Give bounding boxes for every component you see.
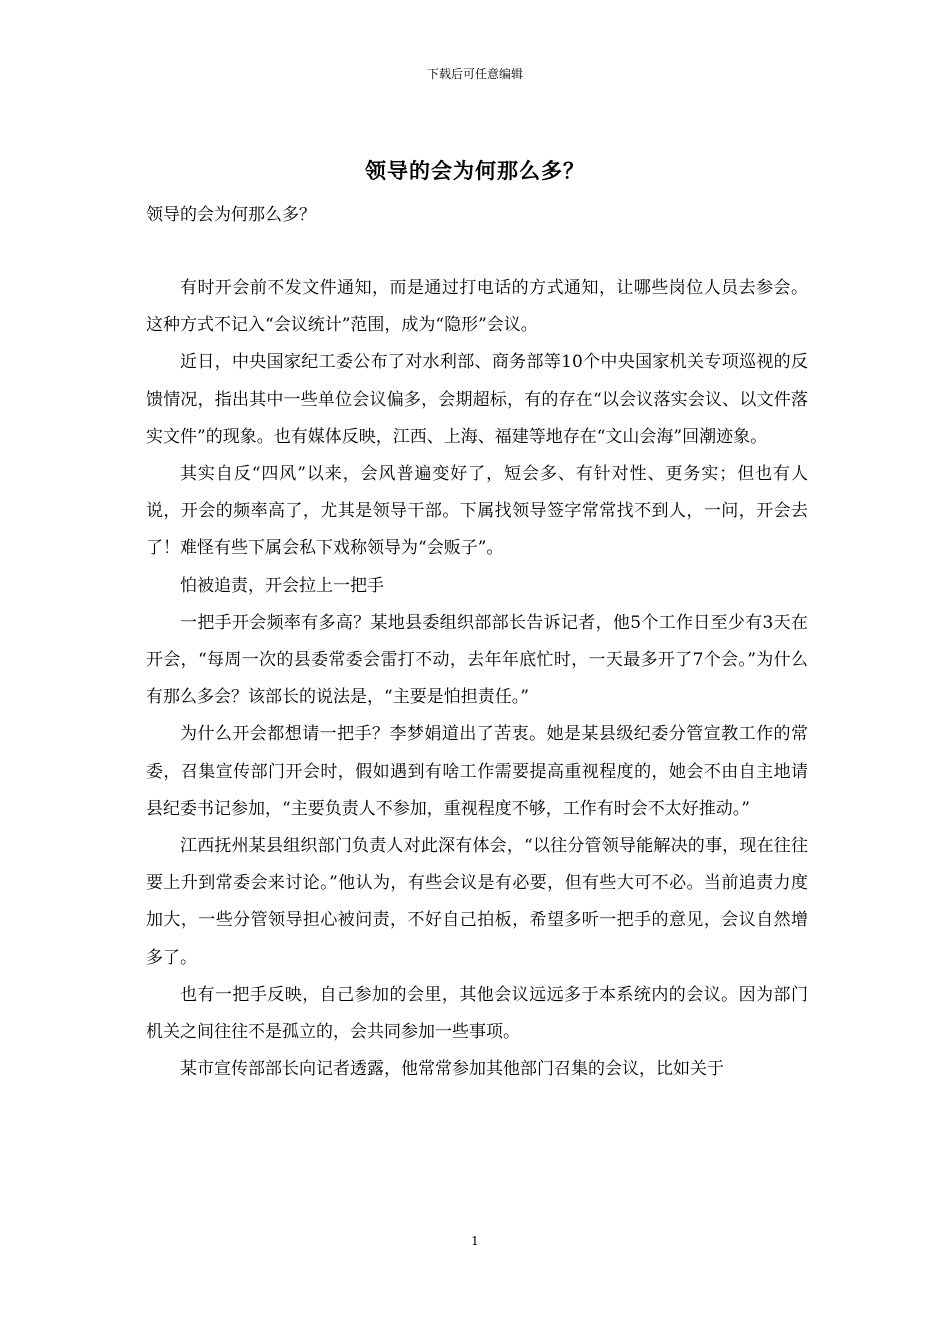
body-paragraph: 也有一把手反映，自己参加的会里，其他会议远远多于本系统内的会议。因为部门机关之间往往不是孤立的，会共同参加一些事项。: [146, 984, 808, 1043]
body-paragraph: 一把手开会频率有多高？某地县委组织部部长告诉记者，他5个工作日至少有3天在开会，“每周一次的县委常委会雷打不动，去年年底忙时，一天最多开了7个会。”为什么有那么多会？该部长的说法是，“主要是怕担责任。”: [146, 612, 808, 708]
document-title: 领导的会为何那么多？: [365, 158, 585, 183]
section-heading: 怕被追责，开会拉上一把手: [180, 575, 384, 596]
body-paragraph: 为什么开会都想请一把手？李梦娟道出了苦衷。她是某县级纪委分管宣教工作的常委，召集宣传部门开会时，假如遇到有啥工作需要提高重视程度的，她会不由自主地请县纪委书记参加，“主要负责人不参加，重视程度不够，工作有时会不太好推动。”: [146, 724, 808, 819]
document-body: [146, 270, 808, 1088]
document-subtitle: 领导的会为何那么多？: [146, 205, 316, 225]
body-paragraph: 有时开会前不发文件通知，而是通过打电话的方式通知，让哪些岗位人员去参会。这种方式不记入“会议统计”范围，成为“隐形”会议。: [146, 278, 808, 336]
page-number: 1: [471, 1234, 479, 1248]
body-paragraph: 近日，中央国家纪工委公布了对水利部、商务部等10个中央国家机关专项巡视的反馈情况，指出其中一些单位会议偏多，会期超标，有的存在“以会议落实会议、以文件落实文件”的现象。也有媒体反映，江西、上海、福建等地存在“文山会海”回潮迹象。: [146, 352, 808, 447]
body-paragraph: 江西抚州某县组织部门负责人对此深有体会，“以往分管领导能解决的事，现在往往要上升到常委会来讨论。”他认为，有些会议是有必要，但有些大可不必。当前追责力度加大，一些分管领导担心被问责，不好自己拍板，希望多听一把手的意见，会议自然增多了。: [146, 836, 808, 968]
body-paragraph: 其实自反“四风”以来，会风普遍变好了，短会多、有针对性、更务实；但也有人说，开会的频率高了，尤其是领导干部。下属找领导签字常常找不到人，一问，开会去了！难怪有些下属会私下戏称领导为“会贩子”。: [146, 464, 808, 559]
page-header: 下载后可任意编辑: [426, 67, 523, 81]
body-paragraph: 某市宣传部部长向记者透露，他常常参加其他部门召集的会议，比如关于: [180, 1059, 724, 1080]
